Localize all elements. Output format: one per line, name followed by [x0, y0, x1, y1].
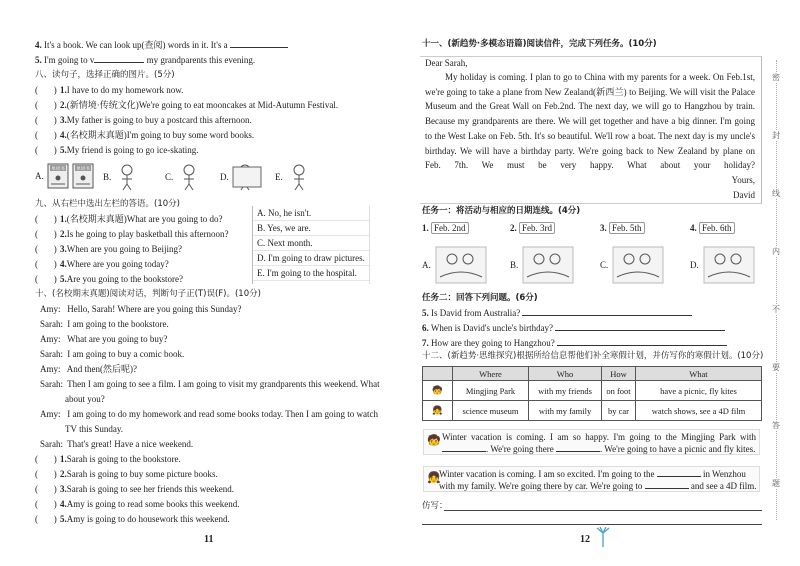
date-item [600, 222, 645, 234]
item-text: Amy is going to read some books this weekend. [66, 499, 240, 509]
date-box[interactable]: Feb. 3rd [519, 222, 555, 234]
date-item [422, 222, 469, 234]
margin-char: 答 [772, 421, 780, 430]
header-where: Where [453, 367, 529, 381]
item-number: 2. [60, 469, 67, 479]
answer-options-box [252, 206, 370, 284]
card-text: Winter vacation is coming. I am so happy. I'm going to the Mingjing Park with [442, 432, 756, 442]
option-letter: D. [690, 260, 699, 270]
question-item [422, 322, 725, 334]
item-number: 4. [60, 259, 67, 269]
task1-title: 任务一：将活动与相应的日期连线。(4分) [422, 206, 581, 216]
item-number: 2. [60, 100, 67, 110]
section-11-title: 十一、(新趋势·多模态语篇)阅读信件，完成下列任务。(10分) [422, 39, 657, 49]
item-text: How are they going to Hangzhou? [431, 338, 555, 348]
option-letter: E. [275, 172, 283, 182]
cell: on foot [602, 381, 636, 401]
answer-blank[interactable] [645, 480, 689, 489]
margin-char: 内 [772, 247, 780, 256]
option-letter: C. [600, 260, 609, 270]
question-item [35, 84, 183, 96]
family-dinner-picture [611, 245, 666, 285]
activity-picture [422, 245, 489, 285]
svg-text:单词书: 单词书 [51, 166, 65, 171]
speaker: Sarah: [40, 439, 63, 449]
margin-char: 要 [772, 363, 780, 372]
option-letter: D. [220, 172, 229, 182]
item-text: Sarah is going to see her friends this weekend. [66, 484, 234, 494]
activity-picture [600, 245, 666, 285]
letter-signature: David [733, 190, 755, 200]
cell: watch shows, see a 4D film [635, 401, 761, 421]
q-text: I'm going to v [44, 55, 95, 65]
answer-bracket[interactable]: ( ) [35, 130, 57, 140]
answer-blank[interactable] [657, 468, 701, 477]
section-9-title: 九、从右栏中选出左栏的答语。(10分) [35, 199, 180, 209]
cell: Mingjing Park [453, 381, 529, 401]
plan-card-boy [423, 429, 760, 455]
answer-blank[interactable] [557, 337, 727, 346]
letter-line: My holiday is coming. I plan to go to China with my parents for a week. On Feb.1st, [445, 72, 755, 82]
item-number: 5. [60, 514, 67, 524]
question-item [35, 114, 252, 126]
item-number: 2. [510, 223, 517, 233]
question-item [35, 243, 182, 255]
dialog-text: Then I am going to see a film. I am going to visit my grandparents this weekend. What [67, 379, 380, 389]
dialog-line [40, 303, 242, 315]
question-item [35, 99, 338, 111]
homework-picture [114, 163, 144, 191]
item-text: When is David's uncle's birthday? [430, 323, 554, 333]
cell: science museum [453, 401, 529, 421]
answer-bracket[interactable]: ( ) [35, 229, 57, 239]
answer-bracket[interactable]: ( ) [35, 274, 57, 284]
imitate-label: 仿写： [422, 501, 448, 511]
option-letter: B. [510, 260, 519, 270]
item-text: Is David from Australia? [431, 308, 521, 318]
west-lake-picture [521, 245, 576, 285]
svg-text:单词书: 单词书 [76, 166, 90, 171]
question-item [35, 468, 218, 480]
item-text: (名校期末真题)I'm going to buy some word books. [66, 130, 255, 140]
speaker: Amy: [40, 334, 61, 344]
date-box[interactable]: Feb. 5th [609, 222, 645, 234]
girl-icon: 👧 [427, 472, 441, 484]
item-number: 3. [60, 244, 67, 254]
answer-bracket[interactable]: ( ) [35, 514, 57, 524]
item-text: (新情境·传统文化)We're going to eat mooncakes at Mid-Autumn Festival. [66, 100, 339, 110]
card-text: . We're going to have a picnic and fly kites. [599, 444, 756, 454]
question-item [35, 498, 239, 510]
margin-char: 不 [772, 305, 780, 314]
option-letter: B. [103, 172, 112, 182]
item-text: Amy is going to do housework this weekend. [66, 514, 230, 524]
dialog-text: Hello, Sarah! Where are you going this Sunday? [67, 304, 242, 314]
item-number: 1. [422, 223, 429, 233]
item-text: Sarah is going to buy some picture books. [66, 469, 218, 479]
answer-bracket[interactable]: ( ) [35, 244, 57, 254]
word-book-icon [72, 163, 94, 189]
answer-bracket[interactable]: ( ) [35, 259, 57, 269]
letter-line: we're going to take a plane from New Zealand(新西兰) to Beijing. We will visit the Palace [425, 86, 755, 97]
picture-option [220, 163, 262, 191]
task2-title: 任务二：回答下列问题。(6分) [422, 293, 538, 303]
section-8-title: 八、读句子，选择正确的图片。(5分) [35, 70, 175, 80]
picture-option [165, 163, 206, 191]
dialog-text: And then(然后呢)? [66, 364, 137, 374]
margin-char: 密 [772, 73, 780, 82]
item-number: 4. [60, 499, 67, 509]
letter-closing: Yours, [731, 175, 755, 185]
item-text: When are you going to Beijing? [66, 244, 182, 254]
question-item [422, 307, 692, 319]
item-number: 3. [60, 115, 67, 125]
speaker: Amy: [40, 409, 61, 419]
boy-icon: 🧒 [427, 435, 441, 447]
answer-blank[interactable] [94, 54, 144, 63]
boy-icon: 🧒 [423, 381, 453, 401]
activity-picture [690, 245, 757, 285]
item-text: Are you going to the bookstore? [66, 274, 183, 284]
question-item [35, 258, 169, 270]
answer-option: E. I'm going to the hospital. [253, 266, 369, 281]
letter-line: to the West Lake on Feb. 5th. It's so beautiful. We'll row a boat. The next day is my uncle's [425, 130, 755, 141]
item-text: Sarah is going to the bookstore. [66, 454, 181, 464]
answer-bracket[interactable]: ( ) [35, 454, 57, 464]
margin-char: 题 [772, 479, 780, 488]
tree-logo-icon [596, 527, 610, 547]
dialog-continuation: about you? [65, 394, 105, 404]
item-number: 4. [60, 130, 67, 140]
activity-picture [510, 245, 576, 285]
item-text: I have to do my homework now. [66, 85, 184, 95]
answer-option: A. No, he isn't. [253, 206, 369, 221]
header-who: Who [528, 367, 601, 381]
question-item [35, 483, 234, 495]
dialog-continuation: TV this Sunday. [65, 424, 124, 434]
speaker: Sarah: [40, 379, 63, 389]
date-item [690, 222, 735, 234]
option-letter: C. [165, 172, 174, 182]
cell: by car [602, 401, 636, 421]
speaker: Sarah: [40, 319, 63, 329]
mooncake-picture [286, 163, 316, 191]
answer-bracket[interactable]: ( ) [35, 85, 57, 95]
picture-option [103, 163, 144, 191]
item-number: 5. [60, 274, 67, 284]
question-item [35, 513, 230, 525]
question-item [35, 228, 228, 240]
dialog-text: I am going to the bookstore. [67, 319, 169, 329]
dialog-line [40, 378, 380, 390]
item-number: 5. [422, 308, 429, 318]
dialog-line [40, 408, 378, 420]
imitate-line[interactable] [444, 510, 762, 511]
page-number-left: 11 [204, 534, 214, 545]
question-item [35, 273, 183, 285]
item-number: 1. [60, 85, 67, 95]
margin-char: 封 [772, 131, 780, 140]
skating-picture [176, 163, 206, 191]
cell: with my friends [528, 381, 601, 401]
birthday-party-picture [702, 245, 757, 285]
option-letter: A. [35, 171, 44, 181]
imitate-line-2[interactable] [422, 524, 762, 525]
dialog-text: I am going to buy a comic book. [67, 349, 185, 359]
table-row [423, 381, 762, 401]
question-4 [35, 39, 288, 51]
letter-line: Feb. 7th. We must be very happy. What about your holiday? [425, 160, 755, 171]
item-number: 6. [422, 323, 429, 333]
card-text: Winter vacation is coming. I am so excited. I'm going to the [439, 469, 655, 479]
table-header-row [423, 367, 762, 381]
question-5 [35, 54, 255, 66]
dialog-line [40, 318, 169, 330]
question-item [35, 453, 181, 465]
item-number: 1. [60, 454, 67, 464]
answer-blank[interactable] [555, 322, 725, 331]
dialog-line [40, 438, 193, 450]
q-text: It's a book. We can look up(查阅) words in it. It's a [44, 40, 228, 50]
letter-greeting: Dear Sarah, [425, 58, 468, 68]
dialog-line [40, 363, 137, 375]
answer-option: C. Next month. [253, 236, 369, 251]
q-text: my grandparents this evening. [146, 55, 256, 65]
dialog-text: That's great! Have a nice weekend. [67, 439, 194, 449]
date-item [510, 222, 555, 234]
header-blank [423, 367, 453, 381]
speaker: Amy: [40, 304, 61, 314]
section-12-title: 十二、(新趋势·思维探究)根据所给信息帮他们补全寒假计划，并仿写你的寒假计划。(10分) [422, 351, 764, 361]
item-text: My friend is going to go ice-skating. [66, 145, 199, 155]
letter-line: Because my grandparents are there. We will get together and have a big dinner. I'm going [425, 116, 755, 127]
item-number: 3. [60, 484, 67, 494]
answer-bracket[interactable]: ( ) [35, 499, 57, 509]
q-num: 5. [35, 55, 42, 65]
card-text: with my family. We're going there by car. We're going to [439, 481, 643, 491]
option-letter: A. [422, 260, 431, 270]
vacation-plan-table [422, 366, 762, 421]
section-10-title: 十、(名校期末真题)阅读对话，判断句子正(T)误(F)。(10分) [35, 289, 261, 299]
item-number: 7. [422, 338, 429, 348]
plan-card-girl [423, 466, 760, 492]
table-row [423, 401, 762, 421]
answer-bracket[interactable]: ( ) [35, 469, 57, 479]
item-number: 1. [60, 214, 67, 224]
letter-line: Museum and the Great Wall on Feb.2nd. The next day, we will go to Hangzhou by train. [425, 101, 755, 112]
answer-blank[interactable] [442, 443, 486, 452]
rowing-boat-picture [434, 245, 489, 285]
page-number-right: 12 [580, 534, 590, 545]
item-number: 2. [60, 229, 67, 239]
dialog-line [40, 348, 184, 360]
answer-bracket[interactable]: ( ) [35, 100, 57, 110]
item-text: My father is going to buy a postcard this afternoon. [66, 115, 252, 125]
binding-margin [772, 60, 796, 520]
item-number: 4. [690, 223, 697, 233]
letter-line: birthday. We will have a birthday party. We're going back to New Zealand by plane on [425, 145, 755, 156]
question-item [422, 337, 727, 349]
postcard-picture [232, 163, 262, 191]
answer-blank[interactable] [230, 39, 288, 48]
girl-icon: 👧 [423, 401, 453, 421]
word-book-icon [47, 163, 69, 189]
speaker: Sarah: [40, 349, 63, 359]
question-item [35, 213, 222, 225]
answer-blank[interactable] [522, 307, 692, 316]
answer-bracket[interactable]: ( ) [35, 214, 57, 224]
date-box[interactable]: Feb. 2nd [431, 222, 469, 234]
answer-option: D. I'm going to draw pictures. [253, 251, 369, 266]
card-text: and see a 4D film. [690, 481, 757, 491]
header-how: How [602, 367, 636, 381]
answer-blank[interactable] [556, 443, 600, 452]
picture-option [35, 163, 94, 189]
item-number: 5. [60, 145, 67, 155]
item-text: Is he going to play basketball this afternoon? [66, 229, 229, 239]
date-box[interactable]: Feb. 6th [699, 222, 735, 234]
answer-bracket[interactable]: ( ) [35, 484, 57, 494]
card-text: . We're going there [486, 444, 554, 454]
cell: with my family [528, 401, 601, 421]
question-item [35, 129, 254, 141]
card-text: in Wenzhou [702, 469, 746, 479]
answer-bracket[interactable]: ( ) [35, 145, 57, 155]
answer-option: B. Yes, we are. [253, 221, 369, 236]
item-number: 3. [600, 223, 607, 233]
header-what: What [635, 367, 761, 381]
cell: have a picnic, fly kites [635, 381, 761, 401]
margin-char: 线 [772, 189, 780, 198]
dialog-text: I am going to do my homework and read some books today. Then I am going to watch [67, 409, 378, 419]
item-text: (名校期末真题)What are you going to do? [66, 214, 223, 224]
q-num: 4. [35, 40, 42, 50]
dialog-line [40, 333, 167, 345]
picture-option [275, 163, 316, 191]
speaker: Amy: [40, 364, 61, 374]
question-item [35, 144, 198, 156]
answer-bracket[interactable]: ( ) [35, 115, 57, 125]
dialog-text: What are you going to buy? [67, 334, 168, 344]
item-text: Where are you going today? [66, 259, 169, 269]
